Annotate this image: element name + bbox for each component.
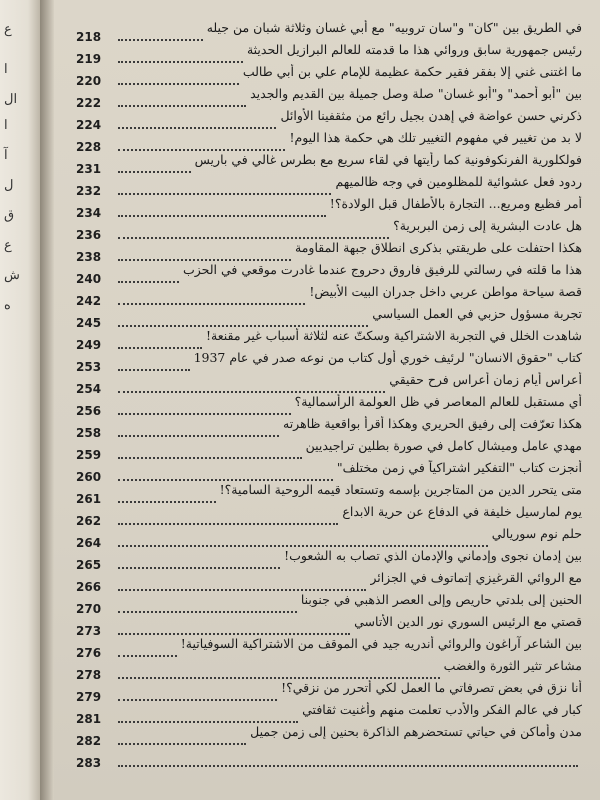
entry-title: متى يتحرر الدين من المتاجرين بإسمه وتستعاد قيمه الروحية السامية؟! bbox=[219, 482, 582, 497]
entry-title: هكذا احتفلت على طريقتي بذكرى انطلاق جبهة المقاومة bbox=[295, 240, 582, 255]
page-number: 261 bbox=[76, 492, 102, 506]
facing-page-text-fragment: ق bbox=[4, 208, 15, 223]
toc-entry bbox=[76, 572, 582, 594]
facing-page-text-fragment: ال bbox=[4, 92, 18, 107]
entry-title: ردود فعل عشوائية للمظلومين في وجه ظالميهم bbox=[335, 174, 582, 189]
page-number: 279 bbox=[76, 690, 102, 704]
dot-leader bbox=[118, 742, 246, 745]
page-number: 259 bbox=[76, 448, 102, 462]
page-number: 236 bbox=[76, 228, 102, 242]
table-of-contents bbox=[76, 22, 582, 770]
entry-title: هذا ما قلته في رسالتي للرفيق فاروق دحروج عندما غادرت موقعي في الحزب bbox=[183, 262, 582, 277]
entry-title: فولكلورية الفرنكوفونية كما رأيتها في لقاء سريع مع بطرس غالي في باريس bbox=[194, 152, 582, 167]
page-number: 283 bbox=[76, 756, 102, 770]
book-gutter bbox=[40, 0, 54, 800]
toc-entry bbox=[76, 660, 582, 682]
dot-leader bbox=[118, 764, 578, 767]
entry-title: بين إدمان نجوى وإدماني والإدمان الذي تصاب به الشعوب! bbox=[284, 548, 582, 563]
page-number: 258 bbox=[76, 426, 102, 440]
toc-entry bbox=[76, 704, 582, 726]
entry-title: قصتي مع الرئيس السوري نور الدين الأتاسي bbox=[354, 614, 582, 629]
toc-entry bbox=[76, 726, 582, 748]
dot-leader bbox=[118, 258, 291, 261]
dot-leader bbox=[118, 82, 239, 85]
dot-leader bbox=[118, 544, 488, 547]
toc-entry bbox=[76, 286, 582, 308]
entry-title: مدن وأماكن في حياتي تستحضرهم الذاكرة بحنين إلى زمن جميل bbox=[250, 724, 582, 739]
page-number: 262 bbox=[76, 514, 102, 528]
page-number: 282 bbox=[76, 734, 102, 748]
facing-page-text-fragment: آ bbox=[4, 148, 8, 163]
toc-entry bbox=[76, 88, 582, 110]
toc-entry bbox=[76, 22, 582, 44]
entry-title: قصة سياحة مواطن عربي داخل جدران البيت الأبيض! bbox=[309, 284, 582, 299]
dot-leader bbox=[118, 390, 385, 393]
entry-title: لا بد من تغيير في مفهوم التغيير تلك هي حكمة هذا اليوم! bbox=[289, 130, 582, 145]
entry-title: ما اغتنى غني إلا بفقر فقير حكمة عظيمة للإمام علي بن أبي طالب bbox=[242, 64, 582, 79]
page-number: 220 bbox=[76, 74, 102, 88]
page-number: 265 bbox=[76, 558, 102, 572]
dot-leader bbox=[118, 148, 285, 151]
entry-title: مشاعر تثير الثورة والغضب bbox=[443, 658, 582, 673]
page-number: 240 bbox=[76, 272, 102, 286]
dot-leader bbox=[118, 280, 179, 283]
entry-title: بين "أبو أحمد" و"أبو غسان" صلة وصل جميلة بين القديم والجديد bbox=[250, 86, 582, 101]
toc-entry bbox=[76, 242, 582, 264]
toc-entry bbox=[76, 682, 582, 704]
toc-entry bbox=[76, 44, 582, 66]
toc-entry bbox=[76, 594, 582, 616]
page-number: 270 bbox=[76, 602, 102, 616]
entry-title: هل عادت البشرية إلى زمن البربرية؟ bbox=[393, 218, 582, 233]
entry-title: أنا نزق في بعض تصرفاتي ما العمل لكي أتحرر من نزقي؟! bbox=[281, 680, 582, 695]
page-number: 234 bbox=[76, 206, 102, 220]
entry-title: شاهدت الخلل في التجربة الاشتراكية وسكتّ عنه لثلاثة أسباب غير مقنعة! bbox=[205, 328, 582, 343]
toc-entry bbox=[76, 484, 582, 506]
dot-leader bbox=[118, 434, 279, 437]
page-number: 260 bbox=[76, 470, 102, 484]
entry-title: يوم لمارسيل خليفة في الدفاع عن حرية الابداع bbox=[342, 504, 582, 519]
dot-leader bbox=[118, 412, 291, 415]
entry-title: كبار في عالم الفكر والأدب تعلمت منهم وأغنيت ثقافتي bbox=[302, 702, 582, 717]
dot-leader bbox=[118, 302, 305, 305]
toc-entry bbox=[76, 396, 582, 418]
page-number: 242 bbox=[76, 294, 102, 308]
dot-leader bbox=[118, 522, 338, 525]
dot-leader bbox=[118, 676, 440, 679]
page-number: 254 bbox=[76, 382, 102, 396]
toc-entry bbox=[76, 176, 582, 198]
entry-title: أعراس أيام زمان أعراس فرح حقيقي bbox=[389, 372, 582, 387]
dot-leader bbox=[118, 38, 203, 41]
toc-entry bbox=[76, 374, 582, 396]
page-number: 219 bbox=[76, 52, 102, 66]
dot-leader bbox=[118, 500, 216, 503]
entry-title: في الطريق بين "كان" و"سان تروبيه" مع أبي غسان وثلاثة شبان من جيله bbox=[206, 20, 582, 35]
page-number: 222 bbox=[76, 96, 102, 110]
page-number: 249 bbox=[76, 338, 102, 352]
page-number: 281 bbox=[76, 712, 102, 726]
entry-title: مع الروائي القرغيزي إتماتوف في الجزائر bbox=[370, 570, 582, 585]
toc-entry bbox=[76, 154, 582, 176]
facing-page-text-fragment: ا bbox=[4, 62, 8, 77]
toc-entry bbox=[76, 462, 582, 484]
entry-title: مهدي عامل وميشال كامل في صورة بطلين تراجيديين bbox=[305, 438, 582, 453]
facing-page-text-fragment: ل bbox=[4, 178, 14, 193]
dot-leader bbox=[118, 456, 302, 459]
dot-leader bbox=[118, 632, 350, 635]
entry-title: كتاب "حقوق الانسان" لرئيف خوري أول كتاب من نوعه صدر في عام 1937 bbox=[193, 350, 582, 365]
page-number: 266 bbox=[76, 580, 102, 594]
page-number: 264 bbox=[76, 536, 102, 550]
toc-entry bbox=[76, 308, 582, 330]
dot-leader bbox=[118, 346, 202, 349]
facing-page-text-fragment: ع bbox=[4, 22, 12, 37]
toc-entry bbox=[76, 132, 582, 154]
facing-page-edge bbox=[0, 0, 40, 800]
dot-leader bbox=[118, 368, 190, 371]
toc-entry bbox=[76, 110, 582, 132]
dot-leader bbox=[118, 104, 246, 107]
toc-entry bbox=[76, 220, 582, 242]
page-number: 218 bbox=[76, 30, 102, 44]
entry-title: هكذا تعرّفت إلى رفيق الحريري وهكذا أقرأ بواقعية ظاهرته bbox=[283, 416, 582, 431]
dot-leader bbox=[118, 236, 389, 239]
page-number: 224 bbox=[76, 118, 102, 132]
toc-entry bbox=[76, 198, 582, 220]
dot-leader bbox=[118, 698, 277, 701]
dot-leader bbox=[118, 478, 333, 481]
dot-leader bbox=[118, 126, 276, 129]
dot-leader bbox=[118, 588, 366, 591]
dot-leader bbox=[118, 170, 191, 173]
dot-leader bbox=[118, 566, 280, 569]
page-number: 256 bbox=[76, 404, 102, 418]
toc-entry bbox=[76, 638, 582, 660]
toc-entry bbox=[76, 550, 582, 572]
page-number: 228 bbox=[76, 140, 102, 154]
facing-page-text-fragment: ا bbox=[4, 118, 8, 133]
dot-leader bbox=[118, 654, 177, 657]
entry-title: أمر فظيع ومريع... التجارة بالأطفال قبل الولادة؟! bbox=[329, 196, 582, 211]
toc-entry bbox=[76, 418, 582, 440]
entry-title: الحنين إلى بلدتي حاريص وإلى العصر الذهبي في جنوبنا bbox=[300, 592, 582, 607]
toc-entry bbox=[76, 66, 582, 88]
entry-title: حلم نوم سوريالي bbox=[491, 526, 582, 541]
facing-page-text-fragment: ع bbox=[4, 238, 12, 253]
entry-title: ذكرني حسن عواضة في إهدن بجيل رائع من مثقفينا الأوائل bbox=[280, 108, 582, 123]
page-number: 278 bbox=[76, 668, 102, 682]
dot-leader bbox=[118, 60, 243, 63]
dot-leader bbox=[118, 720, 298, 723]
toc-entry bbox=[76, 330, 582, 352]
entry-title: أي مستقبل للعالم المعاصر في ظل العولمة الرأسمالية؟ bbox=[294, 394, 582, 409]
toc-entry bbox=[76, 264, 582, 286]
dot-leader bbox=[118, 192, 331, 195]
entry-title: بين الشاعر آراغون والروائي أندريه جيد في الموقف من الاشتراكية السوفياتية! bbox=[180, 636, 582, 651]
page-number: 238 bbox=[76, 250, 102, 264]
page-number: 232 bbox=[76, 184, 102, 198]
dot-leader bbox=[118, 324, 368, 327]
entry-title: رئيس جمهورية سابق وروائي هذا ما قدمته للعالم البرازيل الحديثة bbox=[246, 42, 582, 57]
page-number: 276 bbox=[76, 646, 102, 660]
toc-entry bbox=[76, 748, 582, 770]
page-number: 253 bbox=[76, 360, 102, 374]
entry-title: تجربة مسؤول حزبي في العمل السياسي bbox=[372, 306, 582, 321]
book-page bbox=[54, 0, 600, 800]
toc-entry bbox=[76, 506, 582, 528]
page-number: 273 bbox=[76, 624, 102, 638]
page-number: 245 bbox=[76, 316, 102, 330]
entry-title: أنجزت كتاب "التفكير اشتراكياً في زمن مختلف" bbox=[336, 460, 582, 475]
toc-entry bbox=[76, 440, 582, 462]
facing-page-text-fragment: ش bbox=[4, 268, 20, 283]
dot-leader bbox=[118, 214, 326, 217]
toc-entry bbox=[76, 616, 582, 638]
toc-entry bbox=[76, 528, 582, 550]
page-number: 231 bbox=[76, 162, 102, 176]
toc-entry bbox=[76, 352, 582, 374]
facing-page-text-fragment: ه bbox=[4, 298, 11, 313]
dot-leader bbox=[118, 610, 297, 613]
